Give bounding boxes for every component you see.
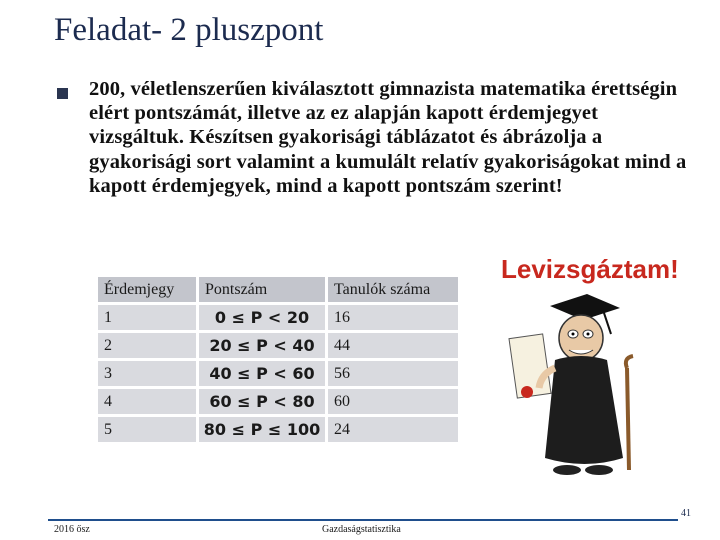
table-row [98, 361, 458, 386]
header-count: Tanulók száma [328, 277, 458, 302]
cell-score: 20 ≤ P < 40 [199, 333, 325, 358]
page-number: 41 [681, 508, 691, 519]
bullet-square-icon [57, 88, 68, 99]
table-row [98, 305, 458, 330]
table-row [98, 333, 458, 358]
table-header-row [98, 277, 458, 302]
graduate-cartoon-image [495, 248, 680, 483]
cell-count: 24 [328, 417, 458, 442]
cell-grade: 3 [98, 361, 196, 386]
cell-score: 40 ≤ P < 60 [199, 361, 325, 386]
frequency-table [95, 274, 461, 445]
header-grade: Érdemjegy [98, 277, 196, 302]
seal-icon [521, 386, 533, 398]
image-caption: Levizsgáztam! [501, 254, 679, 284]
table-row [98, 417, 458, 442]
cell-count: 56 [328, 361, 458, 386]
footer-course: Gazdaságstatisztika [322, 524, 401, 535]
cell-count: 60 [328, 389, 458, 414]
gown-icon [545, 356, 623, 464]
tassel-icon [603, 310, 611, 334]
cell-grade: 4 [98, 389, 196, 414]
slide-title: Feladat- 2 pluszpont [54, 12, 324, 48]
footer-divider [48, 519, 678, 521]
table-row [98, 389, 458, 414]
cell-count: 44 [328, 333, 458, 358]
cell-grade: 1 [98, 305, 196, 330]
cane-icon [627, 368, 629, 470]
footer-semester: 2016 ősz [54, 524, 90, 535]
cell-score: 0 ≤ P < 20 [199, 305, 325, 330]
cell-grade: 5 [98, 417, 196, 442]
cell-grade: 2 [98, 333, 196, 358]
cell-count: 16 [328, 305, 458, 330]
task-description: 200, véletlenszerűen kiválasztott gimnazista matematika érettségin elért pontszámát, illetve az ez alapján kapott érdemjegyet vizsgáltuk. Készítsen gyakorisági táblázatot és ábrázolja a gyakorisági sort valamint a kumulált relatív gyakoriságokat mind a kapott érdemjegyek, mind a kapott pontszám szerint! [89, 78, 687, 197]
header-score: Pontszám [199, 277, 325, 302]
cell-score: 60 ≤ P < 80 [199, 389, 325, 414]
cell-score: 80 ≤ P ≤ 100 [199, 417, 325, 442]
